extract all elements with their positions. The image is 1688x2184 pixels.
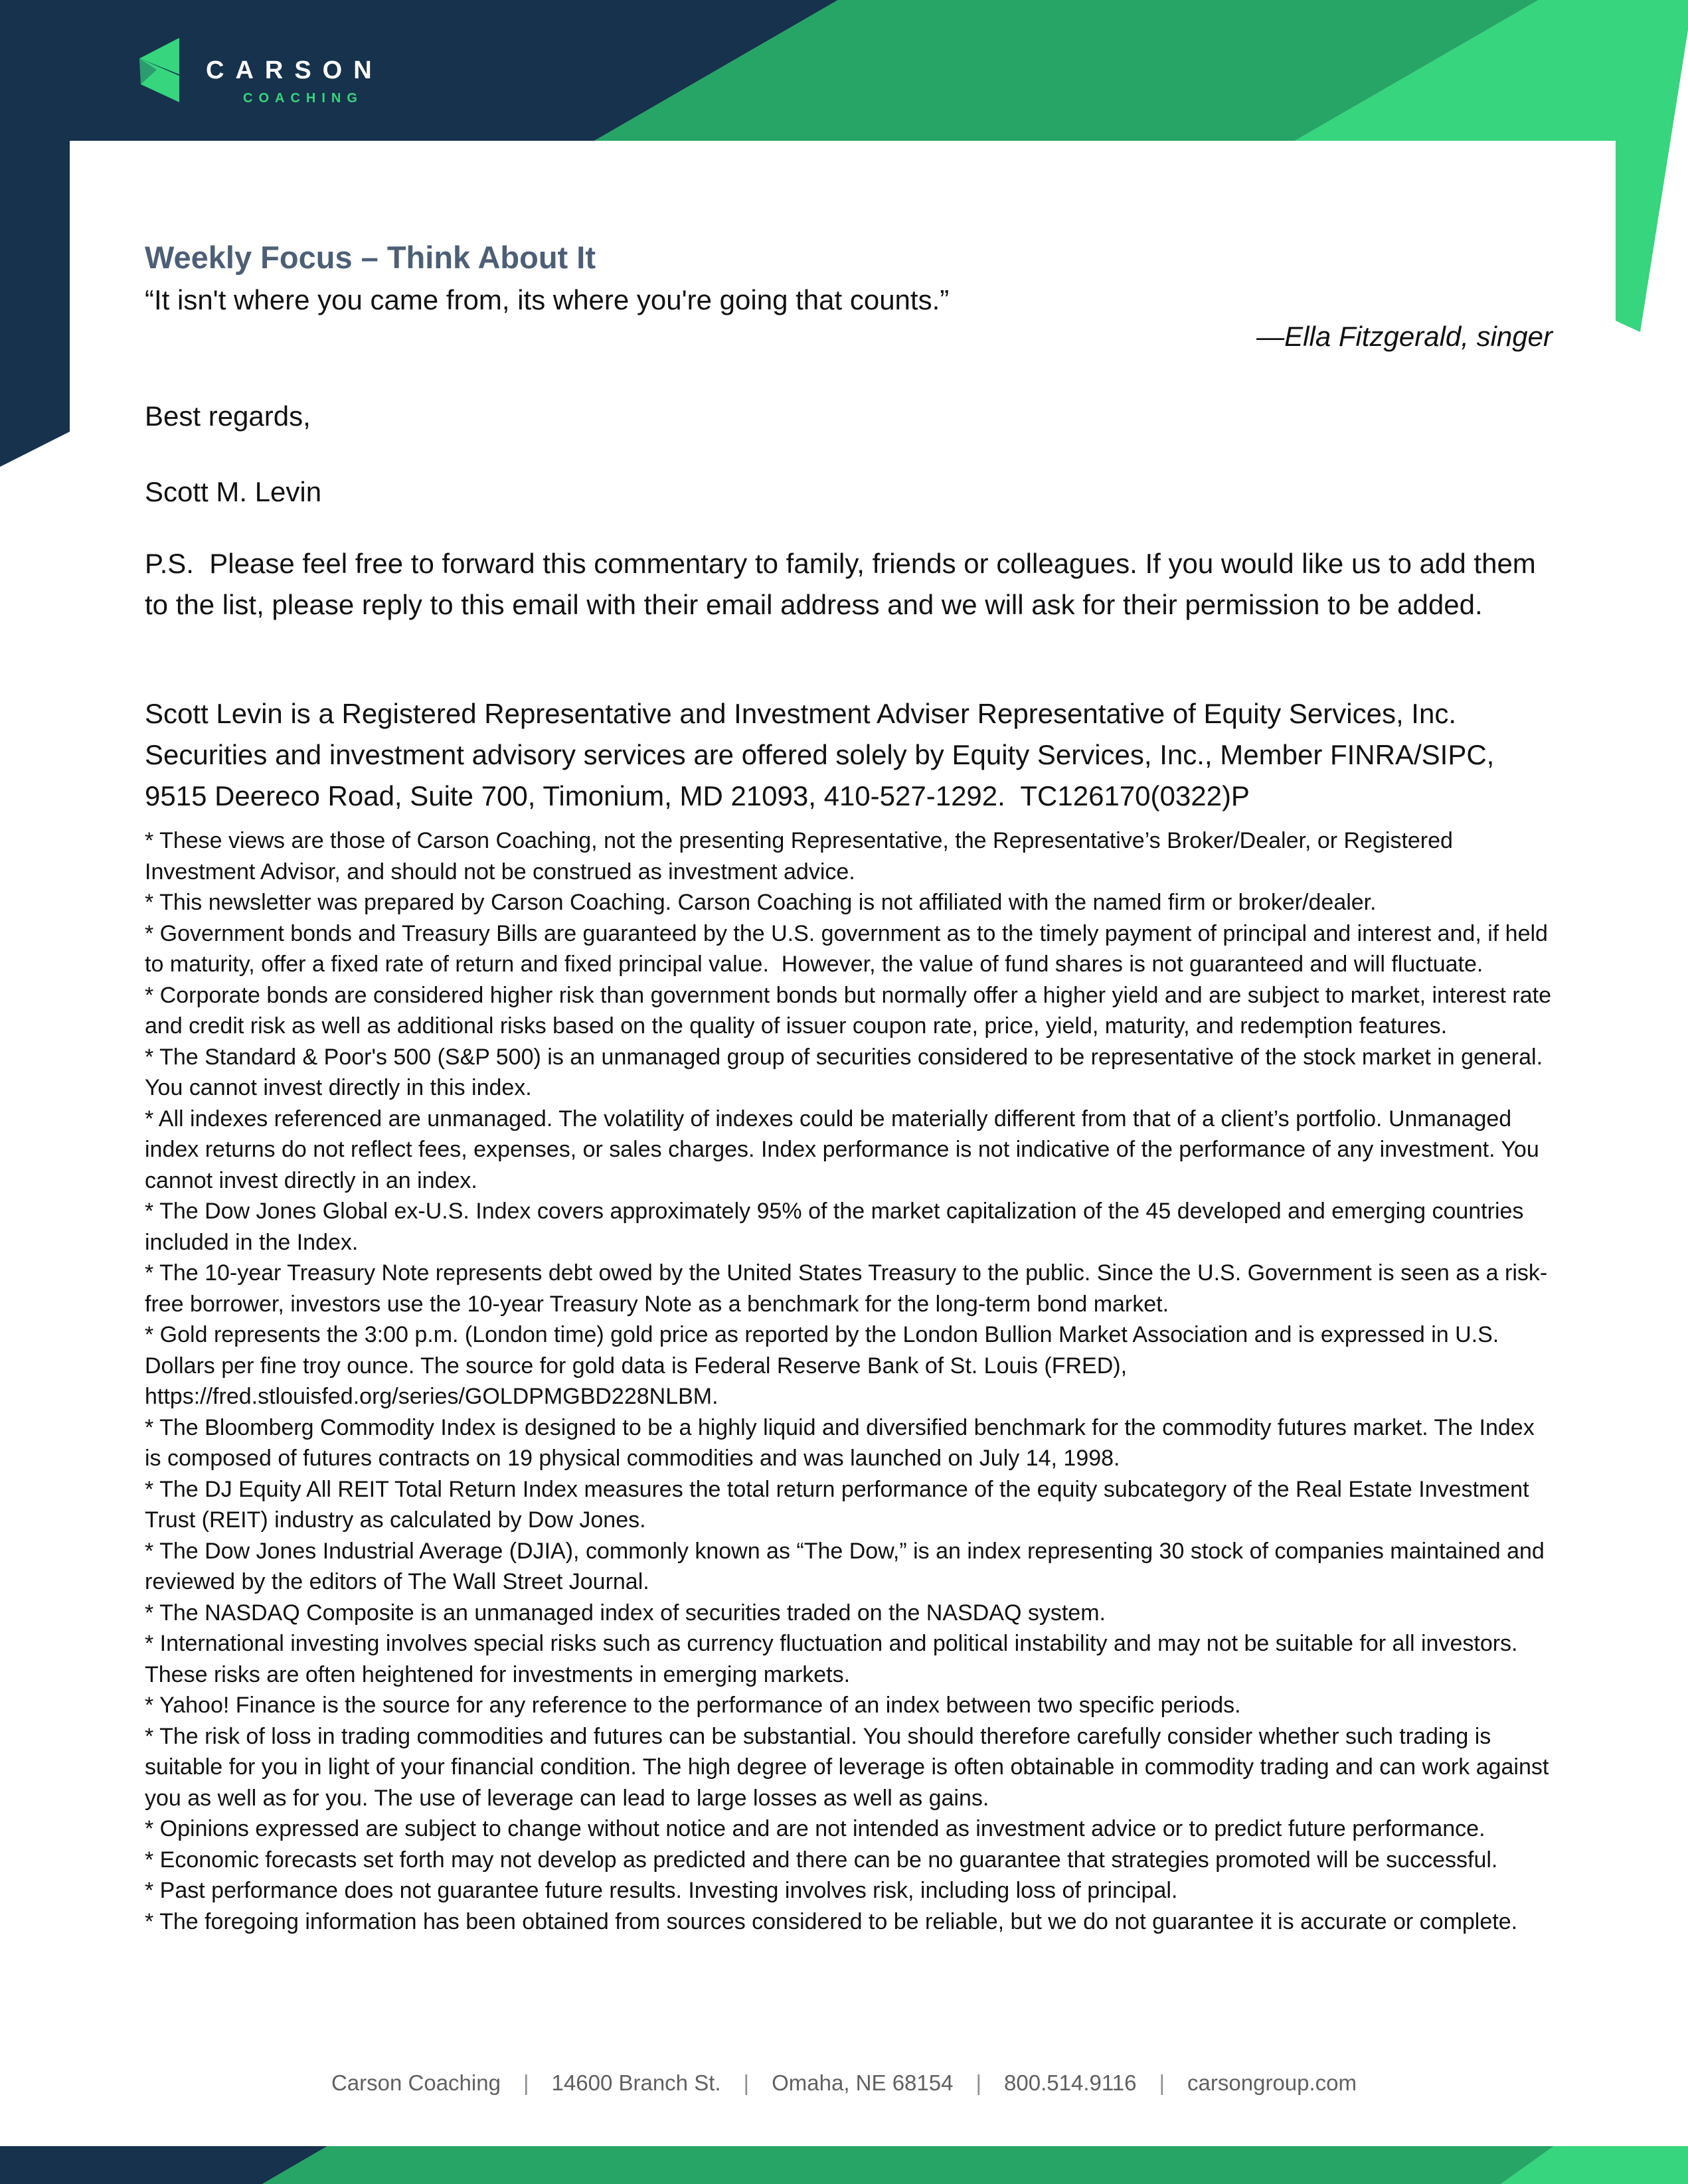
footer-address-street: 14600 Branch St. bbox=[551, 2070, 721, 2095]
carson-coaching-logo bbox=[139, 38, 551, 104]
quote-attribution: —Ella Fitzgerald, singer bbox=[1256, 321, 1553, 352]
logo-primary-text: CARSON bbox=[206, 56, 383, 84]
disclosure-item: * The foregoing information has been obtained from sources considered to be reliable, but we do not guarantee it is accurate or complete. bbox=[145, 1908, 1518, 1934]
disclosure-item: * The NASDAQ Composite is an unmanaged index of securities traded on the NASDAQ system. bbox=[145, 1600, 1106, 1626]
disclosure-item: * The risk of loss in trading commodities and futures can be substantial. You should therefore carefully consider whether such trading is suitable for you in light of your financial condition. The high degree of leverage is often obtainable in commodity trading and can work against you as well as for you. The use of leverage can lead to large losses as well as gains. bbox=[145, 1723, 1555, 1811]
disclosure-item: * The 10-year Treasury Note represents debt owed by the United States Treasury to the public. Since the U.S. Government is seen as a risk-free borrower, investors use the 10-year Treasury Note as a benchmark for the long-term bond market. bbox=[145, 1260, 1548, 1317]
footer-graphic bbox=[0, 2146, 1688, 2184]
disclosure-item: * This newsletter was prepared by Carson Coaching. Carson Coaching is not affiliated with the named firm or broker/dealer. bbox=[145, 890, 1377, 915]
disclosure-item: * Gold represents the 3:00 p.m. (London time) gold price as reported by the London Bullion Market Association and is expressed in U.S. Dollars per fine troy ounce. The source for gold data is Federal Reserve Bank of St. Louis (FRED), https://fred.stlouisfed.org/series/GOLDPMGBD228NLBM. bbox=[145, 1322, 1505, 1409]
footer-separator: | bbox=[1159, 2070, 1165, 2095]
disclosures-list bbox=[145, 825, 1558, 1937]
footer-website: carsongroup.com bbox=[1187, 2070, 1357, 2095]
footer-separator: | bbox=[743, 2070, 750, 2095]
footer-contact-bar bbox=[0, 2070, 1688, 2096]
disclosure-item: * Yahoo! Finance is the source for any reference to the performance of an index between two specific periods. bbox=[145, 1693, 1241, 1718]
disclosure-item: * Economic forecasts set forth may not develop as predicted and there can be no guarantee that strategies promoted will be successful. bbox=[145, 1847, 1498, 1873]
disclosure-item: * The Bloomberg Commodity Index is designed to be a highly liquid and diversified benchmark for the commodity futures market. The Index is composed of futures contracts on 19 physical commodities and was launched on July 14, 1998. bbox=[145, 1414, 1541, 1471]
representative-disclosure: Scott Levin is a Registered Representative and Investment Adviser Representative of Equity Services, Inc. Securities and investment advisory services are offered solely by Equity Services, Inc., Member FINRA/SIPC, 9515 Deereco Road, Suite 700, Timonium, MD 21093, 410-527-1292. TC126170(0322)P bbox=[145, 698, 1503, 811]
logo-secondary-text: COACHING bbox=[243, 91, 363, 106]
disclosure-item: * International investing involves special risks such as currency fluctuation and political instability and may not be suitable for all investors. These risks are often heightened for investments in emerging markets. bbox=[145, 1631, 1524, 1687]
footer-green-shape bbox=[262, 2146, 1554, 2184]
quote-text: “It isn't where you came from, its where you're going that counts.” bbox=[145, 284, 950, 315]
carson-chevron-icon bbox=[139, 38, 179, 102]
signature-name: Scott M. Levin bbox=[145, 476, 322, 507]
footer-separator: | bbox=[975, 2070, 982, 2095]
disclosure-item: * The Dow Jones Industrial Average (DJIA), commonly known as “The Dow,” is an index representing 30 stock of companies maintained and reviewed by the editors of The Wall Street Journal. bbox=[145, 1538, 1551, 1594]
disclosure-item: * The Dow Jones Global ex-U.S. Index covers approximately 95% of the market capitalization of the 45 developed and emerging countries included in the Index. bbox=[145, 1199, 1530, 1255]
footer-phone: 800.514.9116 bbox=[1004, 2070, 1137, 2095]
ps-paragraph: P.S. Please feel free to forward this commentary to family, friends or colleagues. If you would like us to add them to the list, please reply to this email with their email address and we will ask for their permission to be added. bbox=[145, 548, 1544, 620]
disclosure-item: * Corporate bonds are considered higher risk than government bonds but normally offer a higher yield and are subject to market, interest rate and credit risk as well as additional risks based on the quality of issuer coupon rate, price, yield, maturity, and redemption features. bbox=[145, 982, 1558, 1039]
closing-line: Best regards, bbox=[145, 400, 311, 432]
disclosure-item: * These views are those of Carson Coaching, not the presenting Representative, the Representative’s Broker/Dealer, or Registered Investment Advisor, and should not be construed as investment advice. bbox=[145, 828, 1460, 884]
footer-separator: | bbox=[523, 2070, 529, 2095]
disclosure-item: * Past performance does not guarantee future results. Investing involves risk, including loss of principal. bbox=[145, 1878, 1178, 1903]
disclosure-item: * Opinions expressed are subject to change without notice and are not intended as investment advice or to predict future performance. bbox=[145, 1816, 1485, 1841]
footer-address-city: Omaha, NE 68154 bbox=[772, 2070, 954, 2095]
disclosure-item: * The DJ Equity All REIT Total Return Index measures the total return performance of the equity subcategory of the Real Estate Investment Trust (REIT) industry as calculated by Dow Jones. bbox=[145, 1476, 1535, 1533]
disclosure-item: * The Standard & Poor's 500 (S&P 500) is an unmanaged group of securities considered to be representative of the stock market in general. You cannot invest directly in this index. bbox=[145, 1044, 1549, 1100]
footer-company: Carson Coaching bbox=[331, 2070, 501, 2095]
disclosure-item: * All indexes referenced are unmanaged. The volatility of indexes could be materially different from that of a client’s portfolio. Unmanaged index returns do not reflect fees, expenses, or sales charges. Index performance is not indicative of the performance of any investment. You cannot invest directly in an index. bbox=[145, 1106, 1546, 1193]
disclosure-item: * Government bonds and Treasury Bills are guaranteed by the U.S. government as to the timely payment of principal and interest and, if held to maturity, offer a fixed rate of return and fixed principal value. However, the value of fund shares is not guaranteed and will fluctuate. bbox=[145, 920, 1555, 977]
weekly-focus-heading: Weekly Focus – Think About It bbox=[145, 240, 596, 275]
